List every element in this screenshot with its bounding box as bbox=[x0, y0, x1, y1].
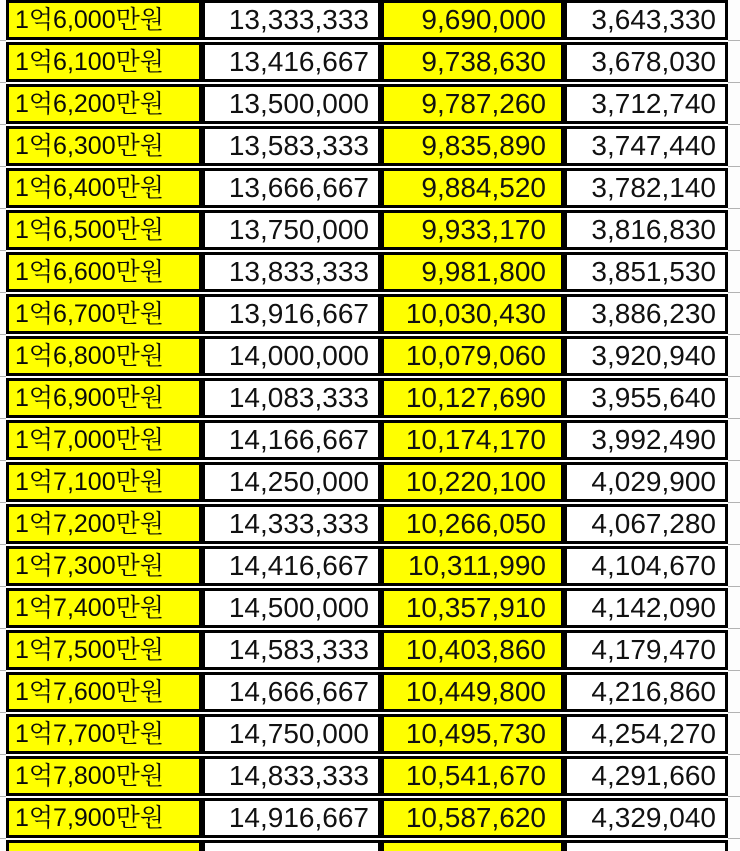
amount-cell-2: 10,541,670 bbox=[381, 756, 564, 796]
table-row bbox=[6, 84, 728, 124]
amount-cell-3: 4,254,270 bbox=[564, 714, 728, 754]
row-label-cell: 1억6,300만원 bbox=[6, 126, 202, 166]
amount-cell-3 bbox=[564, 840, 728, 851]
amount-cell-3: 3,851,530 bbox=[564, 252, 728, 292]
table-row bbox=[6, 378, 728, 418]
table-row bbox=[6, 546, 728, 586]
amount-cell-3: 4,029,900 bbox=[564, 462, 728, 502]
amount-cell-2 bbox=[381, 840, 564, 851]
table-row bbox=[6, 42, 728, 82]
row-label-cell: 1억7,600만원 bbox=[6, 672, 202, 712]
table-row bbox=[6, 0, 728, 40]
row-label-cell bbox=[6, 840, 202, 851]
row-label-cell: 1억6,800만원 bbox=[6, 336, 202, 376]
amount-cell-1: 14,750,000 bbox=[202, 714, 381, 754]
table-row bbox=[6, 504, 728, 544]
amount-cell-3: 3,920,940 bbox=[564, 336, 728, 376]
amount-cell-1: 14,833,333 bbox=[202, 756, 381, 796]
amount-cell-3: 3,782,140 bbox=[564, 168, 728, 208]
table-row bbox=[6, 210, 728, 250]
amount-cell-1 bbox=[202, 840, 381, 851]
amount-cell-3: 4,104,670 bbox=[564, 546, 728, 586]
row-label-cell: 1억7,500만원 bbox=[6, 630, 202, 670]
amount-cell-1: 13,666,667 bbox=[202, 168, 381, 208]
table-row bbox=[6, 252, 728, 292]
amount-cell-3: 3,886,230 bbox=[564, 294, 728, 334]
amount-cell-2: 10,079,060 bbox=[381, 336, 564, 376]
table-row bbox=[6, 336, 728, 376]
table-row bbox=[6, 420, 728, 460]
row-label-cell: 1억7,000만원 bbox=[6, 420, 202, 460]
amount-cell-3: 4,142,090 bbox=[564, 588, 728, 628]
amount-cell-2: 10,220,100 bbox=[381, 462, 564, 502]
amount-cell-2: 9,884,520 bbox=[381, 168, 564, 208]
amount-cell-2: 10,449,800 bbox=[381, 672, 564, 712]
amount-cell-2: 10,127,690 bbox=[381, 378, 564, 418]
amount-cell-1: 14,500,000 bbox=[202, 588, 381, 628]
amount-cell-3: 3,992,490 bbox=[564, 420, 728, 460]
table-row-partial bbox=[6, 840, 728, 851]
table-row bbox=[6, 462, 728, 502]
salary-table bbox=[6, 0, 728, 851]
amount-cell-2: 10,266,050 bbox=[381, 504, 564, 544]
amount-cell-1: 14,000,000 bbox=[202, 336, 381, 376]
amount-cell-2: 9,981,800 bbox=[381, 252, 564, 292]
amount-cell-3: 4,179,470 bbox=[564, 630, 728, 670]
amount-cell-1: 14,916,667 bbox=[202, 798, 381, 838]
amount-cell-2: 10,495,730 bbox=[381, 714, 564, 754]
amount-cell-3: 4,216,860 bbox=[564, 672, 728, 712]
amount-cell-1: 13,750,000 bbox=[202, 210, 381, 250]
amount-cell-3: 4,329,040 bbox=[564, 798, 728, 838]
amount-cell-2: 9,738,630 bbox=[381, 42, 564, 82]
table-row bbox=[6, 714, 728, 754]
amount-cell-2: 10,587,620 bbox=[381, 798, 564, 838]
amount-cell-1: 13,833,333 bbox=[202, 252, 381, 292]
amount-cell-3: 3,816,830 bbox=[564, 210, 728, 250]
table-row bbox=[6, 630, 728, 670]
table-row bbox=[6, 588, 728, 628]
amount-cell-2: 10,403,860 bbox=[381, 630, 564, 670]
amount-cell-2: 10,030,430 bbox=[381, 294, 564, 334]
amount-cell-3: 3,643,330 bbox=[564, 0, 728, 40]
amount-cell-2: 9,690,000 bbox=[381, 0, 564, 40]
amount-cell-1: 14,333,333 bbox=[202, 504, 381, 544]
row-label-cell: 1억6,200만원 bbox=[6, 84, 202, 124]
amount-cell-2: 9,933,170 bbox=[381, 210, 564, 250]
sheet-right-margin bbox=[728, 0, 740, 851]
row-label-cell: 1억7,700만원 bbox=[6, 714, 202, 754]
amount-cell-3: 3,712,740 bbox=[564, 84, 728, 124]
amount-cell-3: 4,067,280 bbox=[564, 504, 728, 544]
amount-cell-1: 14,666,667 bbox=[202, 672, 381, 712]
amount-cell-1: 13,416,667 bbox=[202, 42, 381, 82]
amount-cell-1: 13,916,667 bbox=[202, 294, 381, 334]
amount-cell-2: 9,835,890 bbox=[381, 126, 564, 166]
amount-cell-1: 13,333,333 bbox=[202, 0, 381, 40]
amount-cell-1: 13,583,333 bbox=[202, 126, 381, 166]
amount-cell-1: 14,583,333 bbox=[202, 630, 381, 670]
table-row bbox=[6, 756, 728, 796]
row-label-cell: 1억6,100만원 bbox=[6, 42, 202, 82]
amount-cell-2: 10,311,990 bbox=[381, 546, 564, 586]
amount-cell-1: 14,250,000 bbox=[202, 462, 381, 502]
amount-cell-3: 4,291,660 bbox=[564, 756, 728, 796]
row-label-cell: 1억6,500만원 bbox=[6, 210, 202, 250]
amount-cell-2: 9,787,260 bbox=[381, 84, 564, 124]
table-row bbox=[6, 798, 728, 838]
table-row bbox=[6, 168, 728, 208]
row-label-cell: 1억6,600만원 bbox=[6, 252, 202, 292]
row-label-cell: 1억7,200만원 bbox=[6, 504, 202, 544]
row-label-cell: 1억7,800만원 bbox=[6, 756, 202, 796]
amount-cell-3: 3,747,440 bbox=[564, 126, 728, 166]
table-row bbox=[6, 672, 728, 712]
amount-cell-3: 3,955,640 bbox=[564, 378, 728, 418]
amount-cell-2: 10,174,170 bbox=[381, 420, 564, 460]
table-row bbox=[6, 294, 728, 334]
table-row bbox=[6, 126, 728, 166]
row-label-cell: 1억7,100만원 bbox=[6, 462, 202, 502]
row-label-cell: 1억7,300만원 bbox=[6, 546, 202, 586]
row-label-cell: 1억6,000만원 bbox=[6, 0, 202, 40]
amount-cell-1: 14,416,667 bbox=[202, 546, 381, 586]
row-label-cell: 1억7,400만원 bbox=[6, 588, 202, 628]
amount-cell-3: 3,678,030 bbox=[564, 42, 728, 82]
amount-cell-1: 14,083,333 bbox=[202, 378, 381, 418]
row-label-cell: 1억6,400만원 bbox=[6, 168, 202, 208]
row-label-cell: 1억6,700만원 bbox=[6, 294, 202, 334]
amount-cell-1: 13,500,000 bbox=[202, 84, 381, 124]
amount-cell-1: 14,166,667 bbox=[202, 420, 381, 460]
row-label-cell: 1억6,900만원 bbox=[6, 378, 202, 418]
amount-cell-2: 10,357,910 bbox=[381, 588, 564, 628]
row-label-cell: 1억7,900만원 bbox=[6, 798, 202, 838]
